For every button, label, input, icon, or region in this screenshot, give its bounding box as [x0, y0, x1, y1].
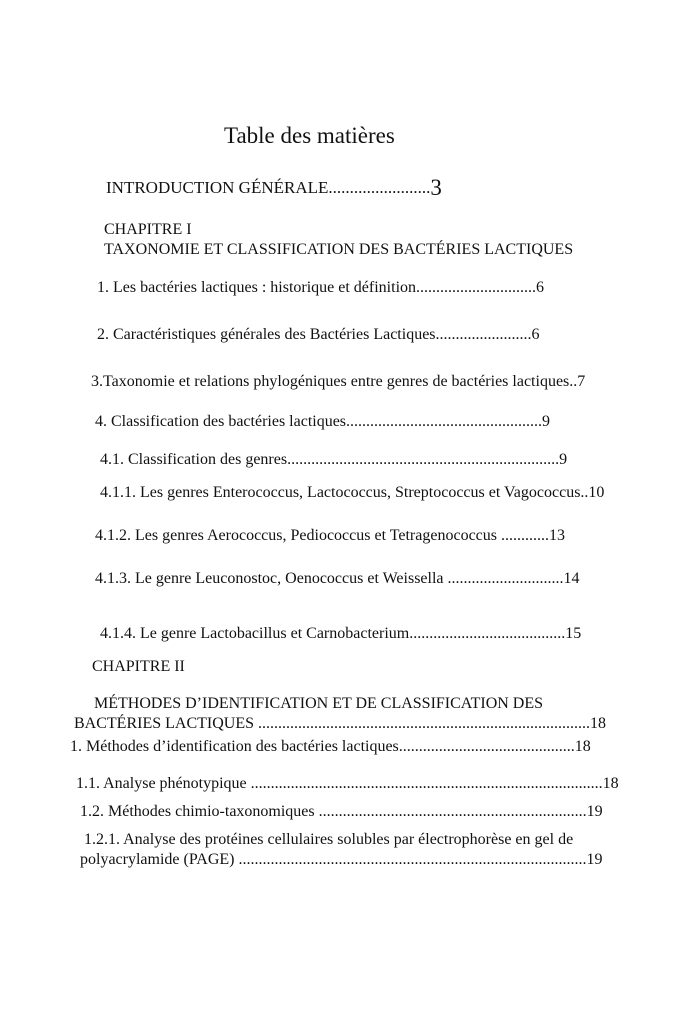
toc-entry[interactable]: 1.2. Méthodes chimio-taxonomiques ...................................................................19: [80, 803, 603, 820]
toc-entry[interactable]: 4.1.2. Les genres Aerococcus, Pediococcus et Tetragenococcus ............13: [95, 527, 565, 544]
toc-intro[interactable]: [106, 175, 442, 200]
toc-entry[interactable]: 2. Caractéristiques générales des Bactéries Lactiques........................6: [97, 326, 540, 343]
toc-entry[interactable]: 1. Méthodes d’identification des bactéries lactiques............................................18: [70, 738, 591, 755]
toc-entry[interactable]: 4.1.4. Le genre Lactobacillus et Carnobacterium.......................................15: [100, 625, 582, 642]
toc-entry[interactable]: 4.1.3. Le genre Leuconostoc, Oenococcus et Weissella .............................14: [95, 570, 580, 587]
toc-entry[interactable]: 1.1. Analyse phénotypique ........................................................................................18: [76, 775, 619, 792]
toc-intro-page: 3: [430, 175, 442, 200]
toc-entry[interactable]: 1.2.1. Analyse des protéines cellulaires solubles par électrophorèse en gel de: [84, 831, 574, 848]
toc-entry[interactable]: 4. Classification des bactéries lactiques.................................................9: [95, 413, 551, 430]
chapter-2-heading-line-2[interactable]: BACTÉRIES LACTIQUES ...................................................................................18: [74, 715, 606, 732]
chapter-1-label: CHAPITRE I: [104, 221, 192, 238]
toc-entry[interactable]: 4.1. Classification des genres....................................................................9: [100, 451, 568, 468]
toc-entry[interactable]: 3.Taxonomie et relations phylogéniques entre genres de bactéries lactiques..7: [91, 373, 586, 390]
chapter-1-heading: TAXONOMIE ET CLASSIFICATION DES BACTÉRIES LACTIQUES: [104, 241, 574, 258]
page-title: Table des matières: [224, 123, 395, 148]
chapter-2-label: CHAPITRE II: [92, 658, 185, 675]
toc-entry[interactable]: 4.1.1. Les genres Enterococcus, Lactococcus, Streptococcus et Vagococcus..10: [100, 484, 605, 501]
toc-entry[interactable]: 1. Les bactéries lactiques : historique et définition..............................6: [97, 279, 545, 296]
toc-intro-text: INTRODUCTION GÉNÉRALE: [106, 178, 329, 197]
toc-entry[interactable]: polyacrylamide (PAGE) .......................................................................................19: [80, 851, 603, 868]
chapter-2-heading-line-1: MÉTHODES D’IDENTIFICATION ET DE CLASSIFICATION DES: [94, 695, 544, 712]
toc-intro-dots: ........................: [328, 178, 431, 197]
